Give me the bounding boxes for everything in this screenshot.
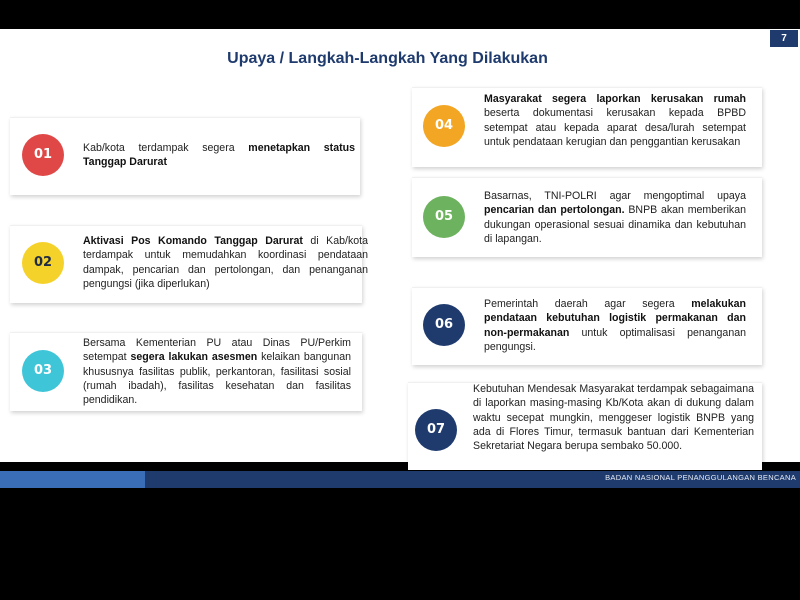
step-text-06-b: melakukan pendataan kebutuhan logistik permakanan dan non-permakanan xyxy=(484,298,746,339)
step-text-04 xyxy=(484,92,746,149)
step-number-01: 01 xyxy=(22,134,64,176)
step-text-05-a: Basarnas, TNI-POLRI agar mengoptimal upaya xyxy=(484,190,746,202)
step-text-07 xyxy=(473,382,754,453)
step-text-07-a: Kebutuhan Mendesak Masyarakat terdampak sebagaimana di laporkan masing-masing Kb/Kota akan di dukung dalam waktu secepat mungkin, menggeser logistik BNPB yang ada di Flores Timur, termasuk bantuan dari Kementerian Sekretariat Negara berupa sembako 50.000. xyxy=(473,383,754,453)
step-text-03-b: segera lakukan asesmen xyxy=(130,351,258,364)
step-text-01-a: Kab/kota terdampak segera xyxy=(83,142,249,154)
footer-organization: BADAN NASIONAL PENANGGULANGAN BENCANA xyxy=(605,473,796,482)
step-number-06: 06 xyxy=(423,304,465,346)
step-number-07: 07 xyxy=(415,409,457,451)
step-text-04-c: beserta dokumentasi kerusakan kepada BPBD setempat atau kepada aparat desa/lurah setempat untuk pendataan kerugian dan penggantian kerusakan xyxy=(484,107,746,148)
step-text-04-b: Masyarakat segera laporkan kerusakan rumah xyxy=(484,93,746,105)
step-text-01 xyxy=(83,141,355,170)
step-text-06-c: untuk optimalisasi penanganan pengungsi. xyxy=(484,326,746,353)
step-text-03-a: Bersama Kementerian PU atau Dinas PU/Perkim setempat xyxy=(83,337,351,364)
step-text-05 xyxy=(484,189,746,246)
step-text-02-b: Aktivasi Pos Komando Tanggap Darurat xyxy=(83,235,303,247)
step-number-02: 02 xyxy=(22,242,64,284)
step-text-05-b: pencarian dan pertolongan. xyxy=(484,204,625,217)
step-text-01-b: menetapkan status Tanggap Darurat xyxy=(83,142,355,169)
step-text-06-a: Pemerintah daerah agar segera xyxy=(484,298,692,310)
step-text-06 xyxy=(484,297,746,354)
step-text-03 xyxy=(83,336,351,407)
step-number-04: 04 xyxy=(423,105,465,147)
step-text-05-c: BNPB akan memberikan dukungan operasional sesuai dinamika dan kebutuhan di lapangan. xyxy=(484,204,746,245)
step-text-02 xyxy=(83,234,368,291)
page-number: 7 xyxy=(770,30,798,47)
step-number-05: 05 xyxy=(423,196,465,238)
footer-accent xyxy=(0,471,145,488)
slide-title: Upaya / Langkah-Langkah Yang Dilakukan xyxy=(227,50,548,67)
step-text-03-c: kelaikan bangunan khususnya fasilitas publik, perkantoran, fasilitasi sosial (rumah ibadah), fasilitas kesehatan dan fasilitas pendidikan. xyxy=(83,351,351,407)
step-number-03: 03 xyxy=(22,350,64,392)
step-text-02-c: di Kab/kota terdampak untuk memudahkan koordinasi pendataan dampak, pencarian dan pertolongan, dan penanganan pengungsi (jika diperlukan) xyxy=(83,235,368,290)
